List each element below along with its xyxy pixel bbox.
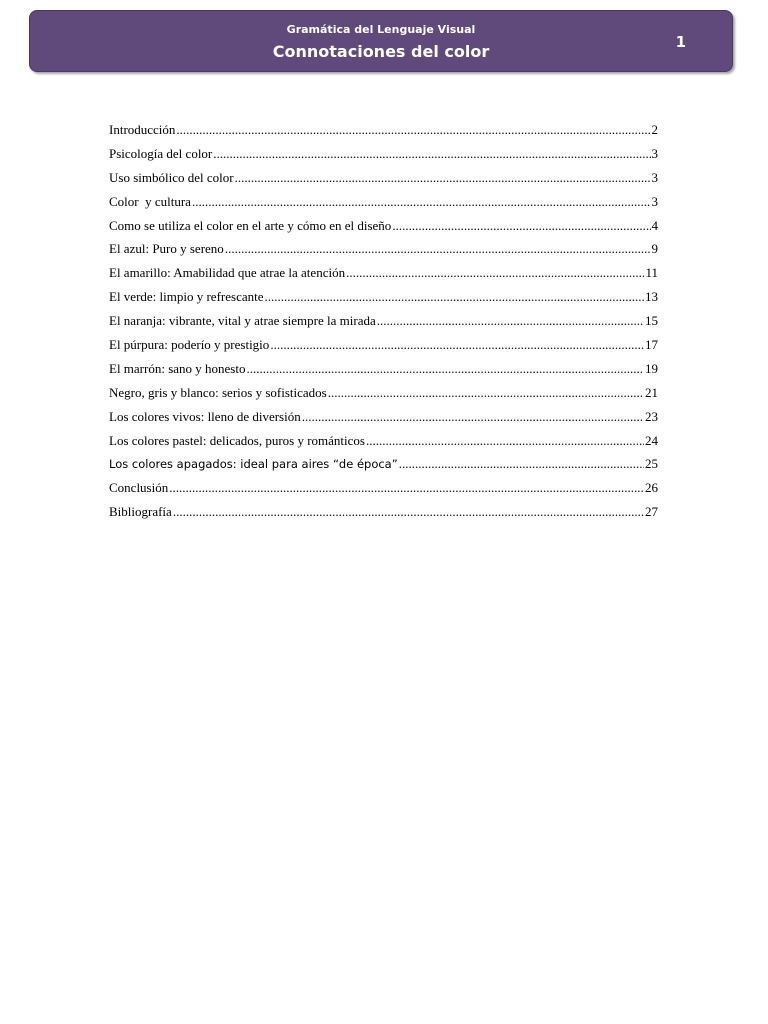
toc-entry-colores-pastel[interactable] bbox=[109, 433, 658, 457]
toc-entry-conclusion[interactable] bbox=[109, 480, 658, 504]
toc-entry-page: 15 bbox=[645, 313, 658, 329]
toc-entry-colores-apagados[interactable] bbox=[109, 456, 658, 480]
toc-entry-title: Los colores pastel: delicados, puros y románticos bbox=[109, 432, 365, 448]
toc-entry-page: 3 bbox=[651, 169, 658, 185]
toc-entry-psicologia[interactable] bbox=[109, 146, 658, 170]
toc-entry-title: El naranja: vibrante, vital y atrae siempre la mirada bbox=[109, 313, 376, 329]
toc-leader-dots bbox=[265, 289, 645, 305]
toc-entry-page: 2 bbox=[651, 122, 658, 137]
toc-entry-page: 13 bbox=[645, 289, 658, 305]
toc-entry-color-cultura[interactable] bbox=[109, 194, 658, 218]
header-subtitle: Gramática del Lenguaje Visual bbox=[286, 23, 476, 36]
toc-entry-uso-simbolico[interactable] bbox=[109, 170, 658, 194]
toc-entry-amarillo[interactable] bbox=[109, 265, 658, 289]
toc-entry-title: Psicología del color bbox=[109, 145, 213, 161]
toc-entry-colores-vivos[interactable] bbox=[109, 409, 658, 433]
toc-entry-title: Bibliografía bbox=[109, 504, 172, 520]
toc-leader-dots bbox=[225, 241, 651, 257]
toc-entry-page: 4 bbox=[651, 217, 658, 233]
toc-entry-page: 11 bbox=[645, 265, 658, 281]
toc-entry-page: 23 bbox=[645, 408, 658, 424]
toc-entry-page: 3 bbox=[651, 193, 658, 209]
toc-entry-page: 21 bbox=[645, 384, 658, 400]
toc-leader-dots bbox=[246, 361, 644, 377]
toc-entry-introduccion[interactable] bbox=[109, 122, 658, 146]
toc-entry-naranja[interactable] bbox=[109, 313, 658, 337]
toc-entry-verde[interactable] bbox=[109, 289, 658, 313]
toc-entry-title: El azul: Puro y sereno bbox=[109, 241, 224, 257]
toc-entry-title: Introducción bbox=[109, 122, 176, 137]
toc-leader-dots bbox=[213, 146, 650, 162]
toc-entry-page: 25 bbox=[645, 456, 658, 472]
toc-leader-dots bbox=[302, 409, 644, 425]
toc-entry-title: El marrón: sano y honesto bbox=[109, 360, 246, 376]
toc-entry-title: Como se utiliza el color en el arte y cómo en el diseño bbox=[109, 217, 392, 233]
toc-entry-title: Los colores apagados: ideal para aires “de época” bbox=[109, 457, 398, 472]
toc-entry-page: 24 bbox=[645, 432, 658, 448]
toc-entry-page: 3 bbox=[651, 145, 658, 161]
toc-entry-title: Negro, gris y blanco: serios y sofisticados bbox=[109, 384, 327, 400]
toc-leader-dots bbox=[270, 337, 644, 353]
toc-leader-dots bbox=[377, 313, 644, 329]
toc-entry-page: 26 bbox=[645, 480, 658, 496]
toc-leader-dots bbox=[346, 265, 644, 281]
toc-leader-dots bbox=[235, 170, 651, 186]
toc-entry-bibliografia[interactable] bbox=[109, 504, 658, 528]
toc-entry-title: Los colores vivos: lleno de diversión bbox=[109, 408, 301, 424]
toc-entry-negro-gris-blanco[interactable] bbox=[109, 385, 658, 409]
toc-leader-dots bbox=[392, 218, 650, 234]
page-header bbox=[29, 10, 733, 72]
toc-leader-dots bbox=[192, 194, 651, 210]
toc-leader-dots bbox=[399, 456, 644, 472]
toc-entry-marron[interactable] bbox=[109, 361, 658, 385]
toc-entry-title: El verde: limpio y refrescante bbox=[109, 289, 264, 305]
toc-entry-arte-diseno[interactable] bbox=[109, 218, 658, 242]
toc-entry-azul[interactable] bbox=[109, 241, 658, 265]
document-title: Connotaciones del color bbox=[272, 42, 490, 61]
toc-entry-title: Conclusión bbox=[109, 480, 169, 496]
toc-entry-title: Uso simbólico del color bbox=[109, 169, 234, 185]
table-of-contents bbox=[109, 122, 658, 528]
toc-leader-dots bbox=[176, 122, 650, 138]
toc-entry-purpura[interactable] bbox=[109, 337, 658, 361]
toc-leader-dots bbox=[328, 385, 644, 401]
page-number: 1 bbox=[675, 33, 686, 51]
toc-leader-dots bbox=[173, 504, 644, 520]
toc-entry-title: El púrpura: poderío y prestigio bbox=[109, 337, 270, 353]
toc-entry-page: 9 bbox=[651, 241, 658, 257]
toc-entry-page: 19 bbox=[645, 360, 658, 376]
toc-entry-title: El amarillo: Amabilidad que atrae la atención bbox=[109, 265, 346, 281]
toc-entry-page: 17 bbox=[645, 337, 658, 353]
toc-entry-title: Color y cultura bbox=[109, 193, 191, 209]
toc-leader-dots bbox=[366, 433, 644, 449]
toc-entry-page: 27 bbox=[645, 504, 658, 520]
toc-leader-dots bbox=[169, 480, 644, 496]
